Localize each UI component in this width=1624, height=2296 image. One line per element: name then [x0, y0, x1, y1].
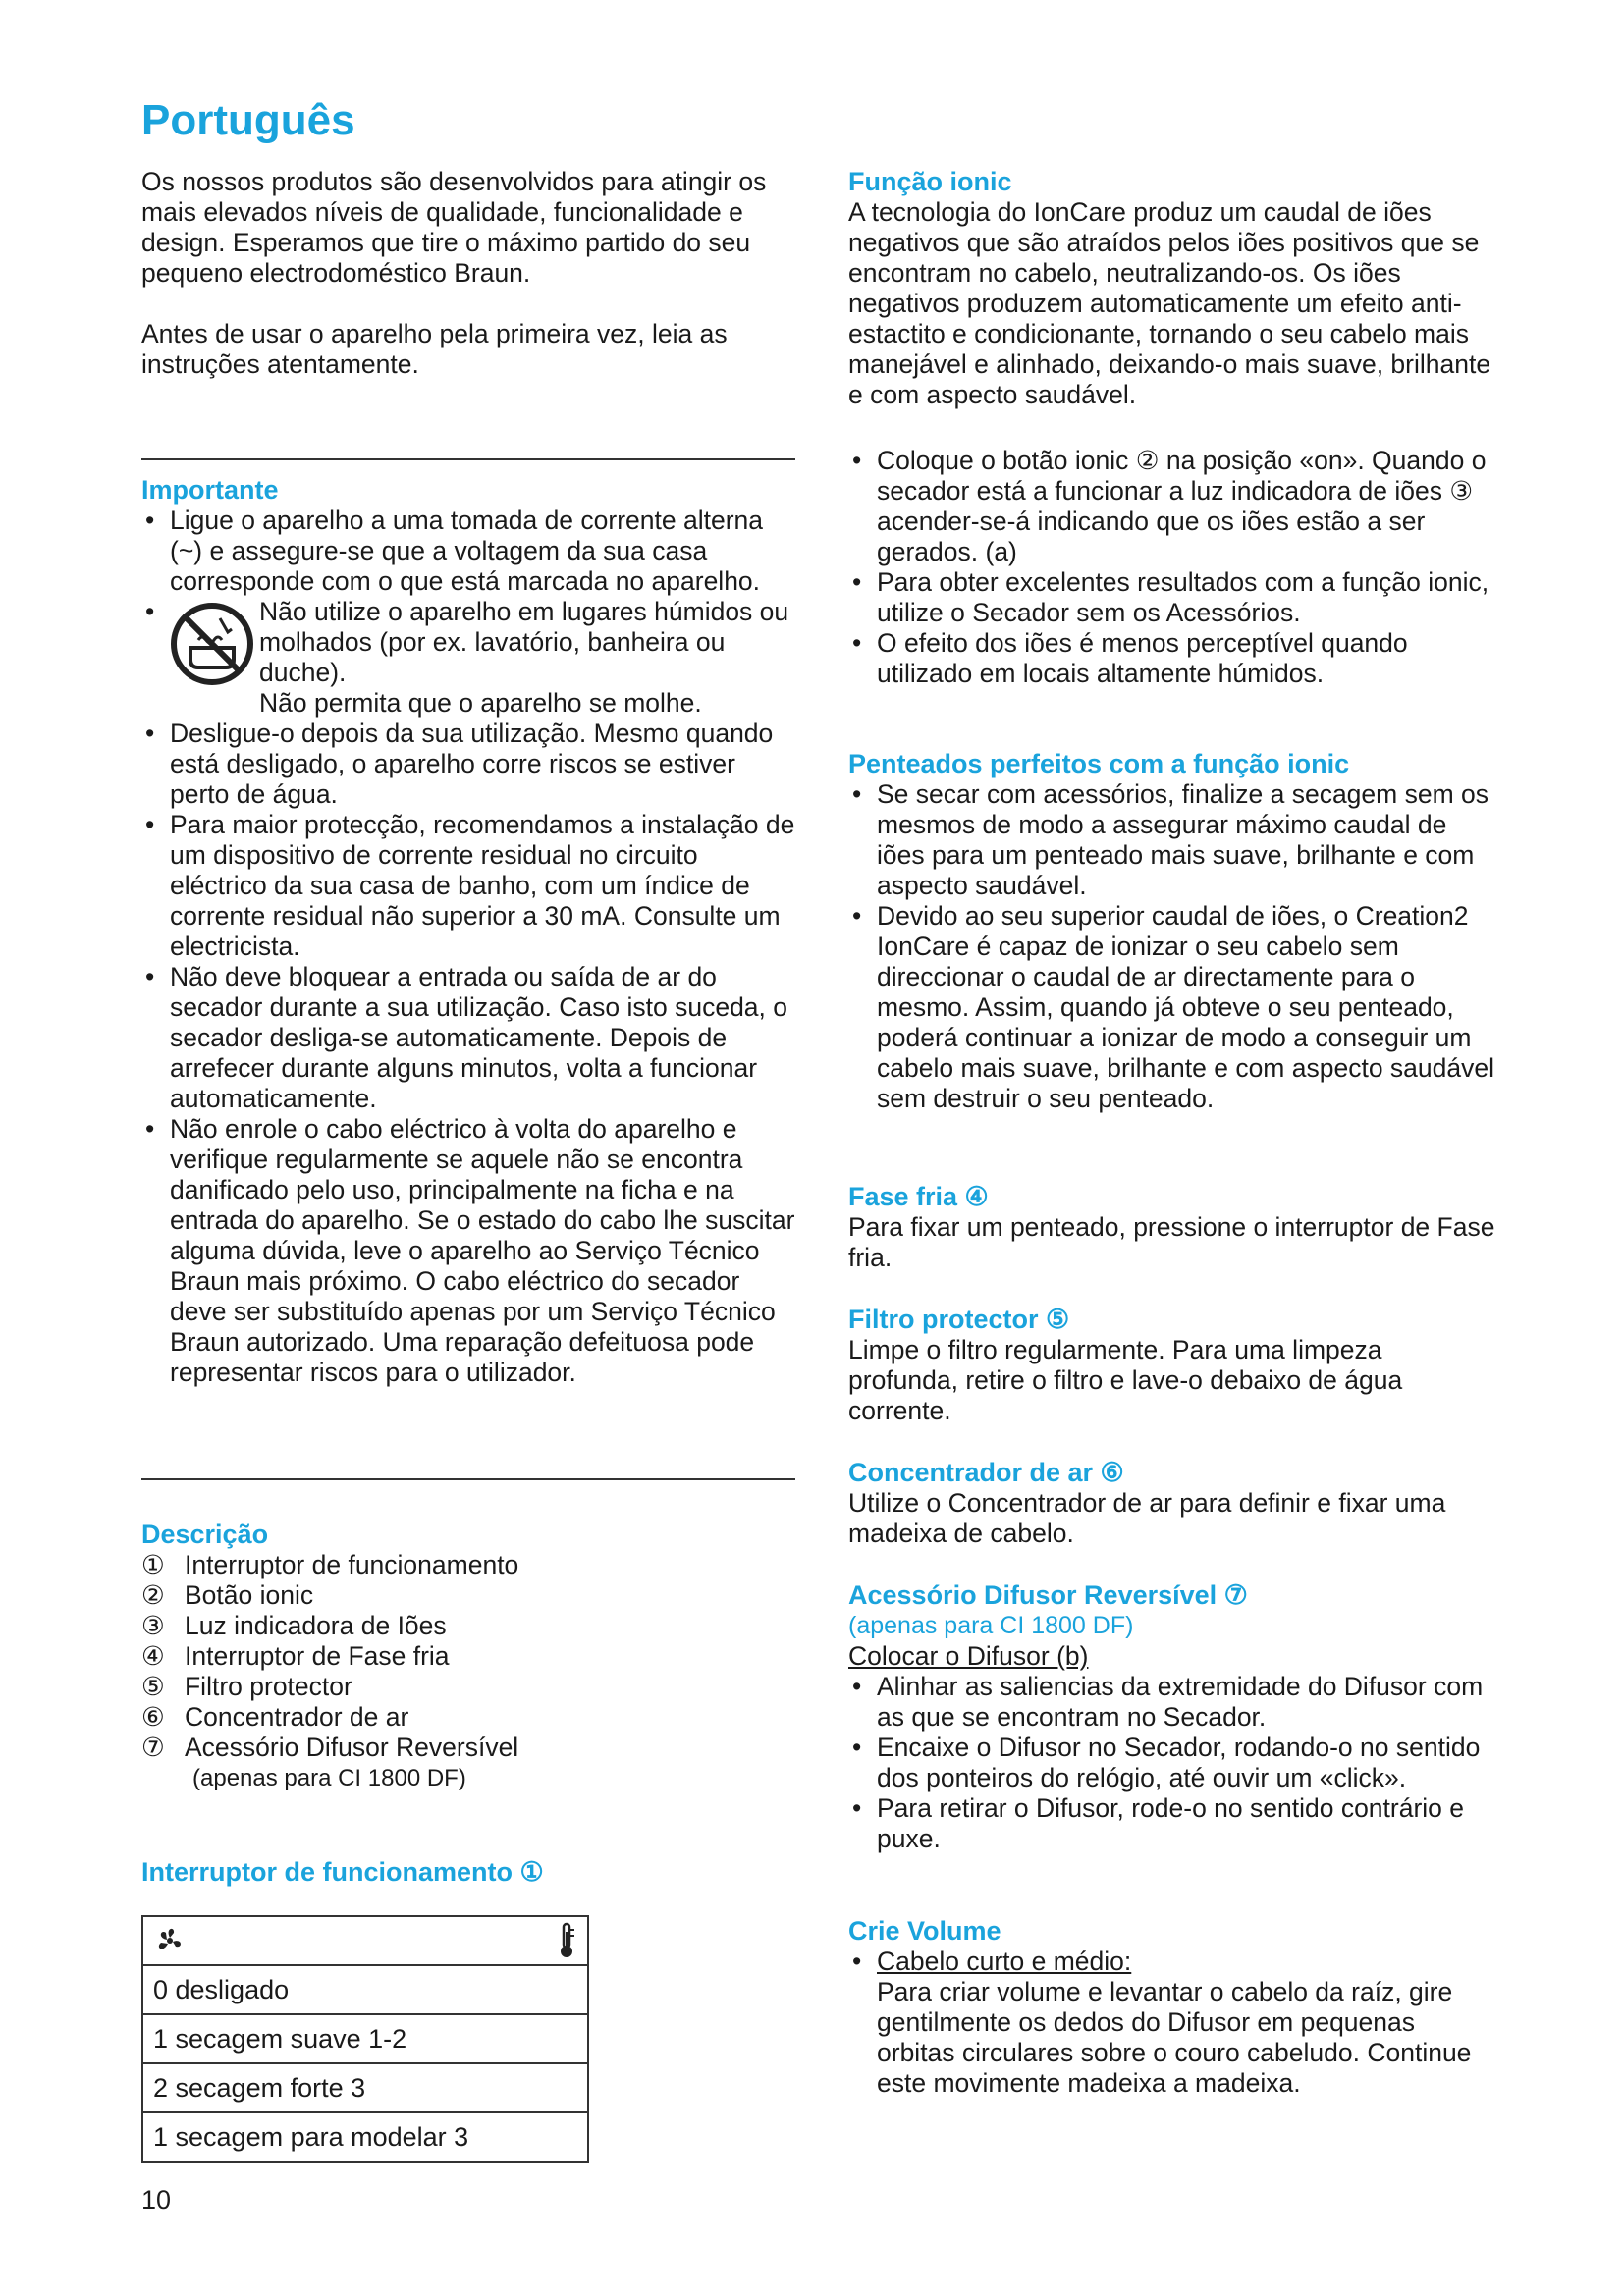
ionic-item-1: • Coloque o botão ionic ② na posição «on». Quando o secador está a funcionar a luz indicadora de iões ③ acender-se-á indicando que os iões estão a ser gerados. (a)	[848, 446, 1496, 567]
penteados-item-1: • Se secar com acessórios, finalize a secagem sem os mesmos de modo a assegurar máximo caudal de iões para um penteado mais suave, brilhante e com aspecto saudável.	[848, 779, 1496, 901]
concentrador-section	[848, 1458, 1496, 1549]
difusor-subheading: Colocar o Difusor (b)	[848, 1641, 1089, 1671]
table-row	[142, 2063, 588, 2112]
table-cell: 0 desligado	[142, 1965, 588, 2014]
item-number: ⑤	[141, 1672, 165, 1701]
concentrador-heading: Concentrador de ar ⑥	[848, 1458, 1124, 1487]
descricao-item-5	[141, 1672, 795, 1702]
difusor-item-3: • Para retirar o Difusor, rode-o no sentido contrário e puxe.	[848, 1793, 1496, 1854]
penteados-list	[848, 779, 1496, 1114]
table-cell: 1 secagem suave 1-2	[142, 2014, 588, 2063]
intro-paragraph-1: Os nossos produtos são desenvolvidos para atingir os mais elevados níveis de qualidade, funcionalidade e design. Esperamos que tire o máximo partido do seu pequeno electrodoméstico Braun.	[141, 167, 767, 288]
descricao-item-7	[141, 1733, 795, 1763]
descricao-item-3	[141, 1611, 795, 1641]
bullet-dot: •	[145, 597, 155, 626]
interruptor-heading: Interruptor de funcionamento ①	[141, 1857, 544, 1887]
item-label: Acessório Difusor Reversível	[185, 1733, 519, 1762]
penteados-heading: Penteados perfeitos com a função ionic	[848, 749, 1350, 778]
item-number: ①	[141, 1550, 165, 1579]
penteados-section	[848, 749, 1496, 1114]
item-label: Interruptor de Fase fria	[185, 1641, 450, 1671]
difusor-list	[848, 1672, 1496, 1854]
no-water-warning-icon	[169, 601, 255, 687]
volume-section	[848, 1916, 1496, 2099]
volume-item-label: Cabelo curto e médio:	[877, 1947, 1132, 1976]
concentrador-text: Utilize o Concentrador de ar para definir e fixar uma madeixa de cabelo.	[848, 1488, 1446, 1548]
funcao-ionic-section	[848, 167, 1496, 410]
item-label: Botão ionic	[185, 1580, 314, 1610]
importante-heading: Importante	[141, 475, 279, 505]
ionic-list	[848, 446, 1496, 689]
importante-section	[141, 475, 795, 1388]
importante-item-3: • Desligue-o depois da sua utilização. Mesmo quando está desligado, o aparelho corre riscos se estiver perto de água.	[141, 719, 795, 810]
filtro-heading: Filtro protector ⑤	[848, 1305, 1070, 1334]
descricao-item-2	[141, 1580, 795, 1611]
descricao-list	[141, 1550, 795, 1763]
table-header-row	[142, 1916, 588, 1965]
interruptor-section	[141, 1857, 795, 1888]
item-label: Filtro protector	[185, 1672, 352, 1701]
descricao-item-4	[141, 1641, 795, 1672]
importante-warning-item	[141, 597, 795, 719]
divider-bottom	[141, 1478, 795, 1480]
importante-item-5: • Não deve bloquear a entrada ou saída de ar do secador durante a sua utilização. Caso isto suceda, o secador desliga-se automaticamente. Depois de arrefecer durante alguns minutos, volta a funcionar automaticamente.	[141, 962, 795, 1114]
table-cell: 2 secagem forte 3	[142, 2063, 588, 2112]
volume-heading: Crie Volume	[848, 1916, 1001, 1946]
difusor-section	[848, 1580, 1496, 1854]
importante-list	[141, 506, 795, 597]
page-title: Português	[141, 96, 355, 144]
funcao-ionic-heading: Função ionic	[848, 167, 1012, 196]
item-label: Interruptor de funcionamento	[185, 1550, 519, 1579]
descricao-heading: Descrição	[141, 1520, 269, 1549]
thermometer-icon	[556, 1922, 577, 1959]
divider-top	[141, 458, 795, 460]
difusor-item-2: • Encaixe o Difusor no Secador, rodando-o no sentido dos ponteiros do relógio, até ouvir um «click».	[848, 1733, 1496, 1793]
difusor-heading: Acessório Difusor Reversível ⑦	[848, 1580, 1248, 1610]
item-number: ③	[141, 1611, 165, 1640]
penteados-item-2: • Devido ao seu superior caudal de iões, o Creation2 IonCare é capaz de ionizar o seu cabelo sem direccionar o caudal de ar directamente para o mesmo. Assim, quando já obteve o seu penteado, poderá continuar a ionizar de modo a conseguir um cabelo mais suave, brilhante e com aspecto saudável sem destruir o seu penteado.	[848, 901, 1496, 1114]
table-row	[142, 1965, 588, 2014]
importante-item-1: • Ligue o aparelho a uma tomada de corrente alterna (~) e assegure-se que a voltagem da sua casa corresponde com o que está marcada no aparelho.	[141, 506, 795, 597]
item-number: ⑦	[141, 1733, 165, 1762]
table-header-cell	[142, 1916, 588, 1965]
filtro-section	[848, 1305, 1496, 1426]
volume-list	[848, 1947, 1496, 2099]
volume-item-text: Para criar volume e levantar o cabelo da raíz, gire gentilmente os dedos do Difusor em pequenas orbitas circulares sobre o couro cabeludo. Continue este movimente madeixa a madeixa.	[877, 1977, 1472, 2098]
item-number: ②	[141, 1580, 165, 1610]
intro-paragraph-2: Antes de usar o aparelho pela primeira vez, leia as instruções atentamente.	[141, 319, 728, 379]
table-cell: 1 secagem para modelar 3	[142, 2112, 588, 2162]
fase-fria-heading: Fase fria ④	[848, 1182, 989, 1211]
table-row	[142, 2014, 588, 2063]
importante-item-4: • Para maior protecção, recomendamos a instalação de um dispositivo de corrente residual no circuito eléctrico da sua casa de banho, com um índice de corrente residual não superior a 30 mA. Consulte um electricista.	[141, 810, 795, 962]
ionic-item-2: • Para obter excelentes resultados com a função ionic, utilize o Secador sem os Acessórios.	[848, 567, 1496, 628]
warning-text-2: Não permita que o aparelho se molhe.	[259, 688, 702, 718]
filtro-text: Limpe o filtro regularmente. Para uma limpeza profunda, retire o filtro e lave-o debaixo de água corrente.	[848, 1335, 1403, 1425]
difusor-item-1: • Alinhar as saliencias da extremidade do Difusor com as que se encontram no Secador.	[848, 1672, 1496, 1733]
volume-item	[848, 1947, 1496, 2099]
intro-section	[141, 167, 795, 380]
difusor-note: (apenas para CI 1800 DF)	[848, 1612, 1134, 1639]
descricao-item-6	[141, 1702, 795, 1733]
warning-text-1: Não utilize o aparelho em lugares húmidos ou molhados (por ex. lavatório, banheira ou duche).	[259, 597, 789, 687]
ionic-item-3: • O efeito dos iões é menos perceptível quando utilizado em locais altamente húmidos.	[848, 628, 1496, 689]
funcao-ionic-text: A tecnologia do IonCare produz um caudal de iões negativos que são atraídos pelos iões positivos que se encontram no cabelo, neutralizando-os. Os iões negativos produzem automaticamente um efeito anti-estactito e condicionante, tornando o seu cabelo mais manejável e alinhado, deixando-o mais suave, brilhante e com aspecto saudável.	[848, 197, 1491, 409]
descricao-note: (apenas para CI 1800 DF)	[192, 1765, 466, 1791]
importante-list-continued	[141, 719, 795, 1388]
item-number: ⑥	[141, 1702, 165, 1732]
descricao-section	[141, 1520, 795, 1793]
fase-fria-text: Para fixar um penteado, pressione o interruptor de Fase fria.	[848, 1212, 1495, 1272]
fase-fria-section	[848, 1182, 1496, 1273]
descricao-item-1	[141, 1550, 795, 1580]
page-number: 10	[141, 2185, 172, 2215]
item-number: ④	[141, 1641, 165, 1671]
fan-icon	[153, 1924, 187, 1957]
item-label: Concentrador de ar	[185, 1702, 409, 1732]
funcao-ionic-bullets	[848, 446, 1496, 689]
importante-item-6: • Não enrole o cabo eléctrico à volta do aparelho e verifique regularmente se aquele não se encontra danificado pelo uso, principalmente na ficha e na entrada do aparelho. Se o estado do cabo lhe suscitar alguma dúvida, leve o aparelho ao Serviço Técnico Braun mais próximo. O cabo eléctrico do secador deve ser substituído apenas por um Serviço Técnico Braun autorizado. Uma reparação defeituosa pode representar riscos para o utilizador.	[141, 1114, 795, 1388]
switch-settings-table	[141, 1915, 589, 2163]
item-label: Luz indicadora de Iões	[185, 1611, 447, 1640]
table-row	[142, 2112, 588, 2162]
